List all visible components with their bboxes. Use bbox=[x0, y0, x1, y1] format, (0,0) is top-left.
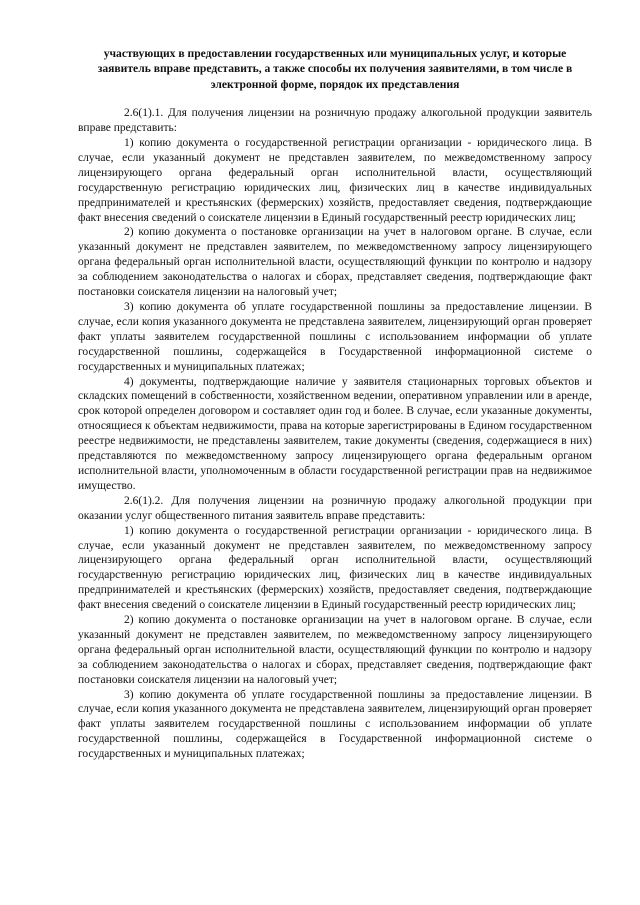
document-body bbox=[78, 106, 592, 762]
section-heading: участвующих в предоставлении государственных или муниципальных услуг, и которые заявитель вправе представить, а также способы их получения заявителями, в том числе в электронной форме, порядок их представления bbox=[97, 47, 573, 91]
list-item-3: 3) копию документа об уплате государственной пошлины за предоставление лицензии. В случае, если копия указанного документа не представлена заявителем, лицензирующий орган проверяет факт уплаты заявителем государственной пошлины с использованием информации об уплате государственной пошлины, содержащейся в Государственной информационной системе о государственных и муниципальных платежах; bbox=[78, 688, 592, 761]
list-item-4: 4) документы, подтверждающие наличие у заявителя стационарных торговых объектов и складских помещений в собственности, хозяйственном ведении, оперативном управлении или в аренде, срок которой определен договором и составляет один год и более. В случае, если указанные документы, относящиеся к объектам недвижимости, права на которые зарегистрированы в Едином государственном реестре недвижимости, не представлены заявителем, такие документы (сведения, содержащиеся в них) представляются по межведомственному запросу лицензирующего органа федеральным органом исполнительной власти, уполномоченным в области государственной регистрации прав на недвижимое имущество. bbox=[78, 375, 592, 492]
clause-2-6-1-1: 2.6(1).1. Для получения лицензии на розничную продажу алкогольной продукции заявитель вправе представить: bbox=[78, 107, 592, 135]
list-item-1: 1) копию документа о государственной регистрации организации - юридического лица. В случае, если указанный документ не представлен заявителем, по межведомственному запросу лицензирующего органа федеральный орган исполнительной власти, осуществляющий государственную регистрацию юридических лиц, физических лиц в качестве индивидуальных предпринимателей и крестьянских (фермерских) хозяйств, предоставляет сведения, подтверждающие факт внесения сведений о соискателе лицензии в Единый государственный реестр юридических лиц; bbox=[78, 524, 592, 612]
clause-2-6-1-2: 2.6(1).2. Для получения лицензии на розничную продажу алкогольной продукции при оказании услуг общественного питания заявитель вправе представить: bbox=[78, 494, 592, 522]
list-item-3: 3) копию документа об уплате государственной пошлины за предоставление лицензии. В случае, если копия указанного документа не представлена заявителем, лицензирующий орган проверяет факт уплаты заявителем государственной пошлины с использованием информации об уплате государственной пошлины, содержащейся в Государственной информационной системе о государственных и муниципальных платежах; bbox=[78, 301, 592, 373]
list-item-1: 1) копию документа о государственной регистрации организации - юридического лица. В случае, если указанный документ не представлен заявителем, по межведомственному запросу лицензирующего органа федеральный орган исполнительной власти, осуществляющий государственную регистрацию юридических лиц, физических лиц в качестве индивидуальных предпринимателей и крестьянских (фермерских) хозяйств, предоставляет сведения, подтверждающие факт внесения сведений о соискателе лицензии в Единый государственный реестр юридических лиц; bbox=[78, 137, 592, 224]
list-item-2: 2) копию документа о постановке организации на учет в налоговом органе. В случае, если указанный документ не представлен заявителем, по межведомственному запросу лицензирующего органа федеральный орган исполнительной власти, осуществляющий функции по контролю и надзору за соблюдением законодательства о налогах и сборах, представляет сведения, подтверждающие факт постановки соискателя лицензии на налоговый учет; bbox=[78, 226, 592, 299]
list-item-2: 2) копию документа о постановке организации на учет в налоговом органе. В случае, если указанный документ не представлен заявителем, по межведомственному запросу лицензирующего органа федеральный орган исполнительной власти, осуществляющий функции по контролю и надзору за соблюдением законодательства о налогах и сборах, представляет сведения, подтверждающие факт постановки соискателя лицензии на налоговый учет; bbox=[78, 614, 592, 686]
